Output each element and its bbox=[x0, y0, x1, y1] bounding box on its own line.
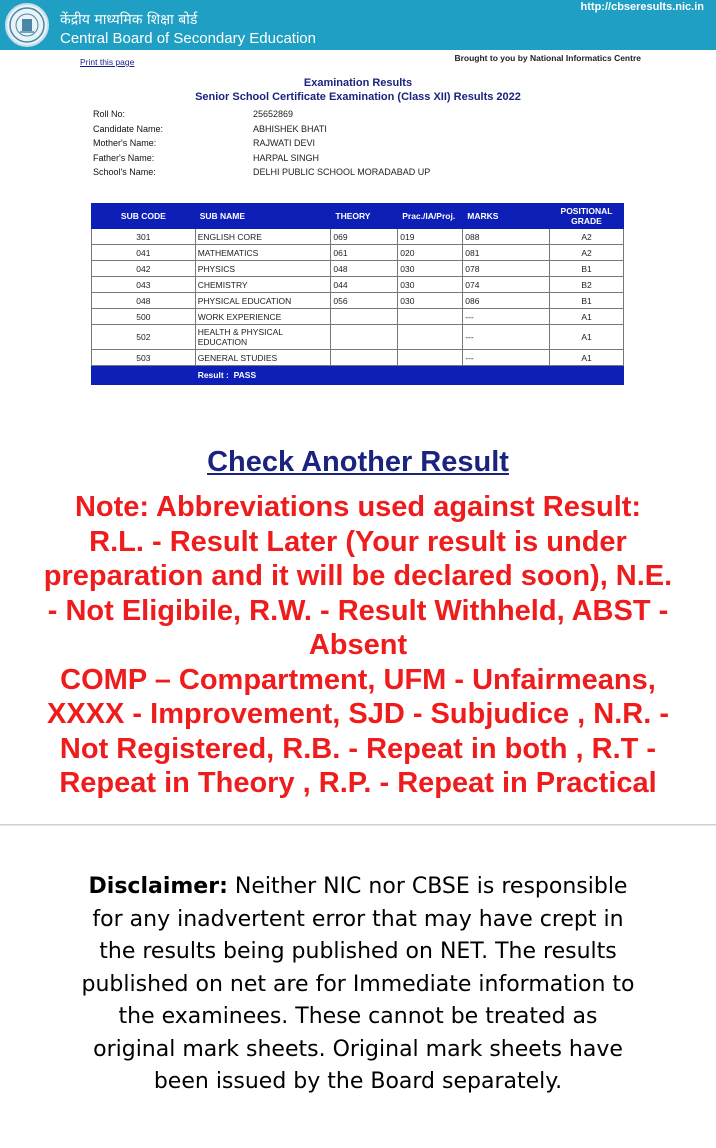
grade-cell: B1 bbox=[550, 261, 624, 277]
theory-cell: 069 bbox=[331, 229, 398, 245]
disclaimer-text: Neither NIC nor CBSE is responsible for any inadvertent error that may have crept in the results being published on NET. The results published on net are for Immediate information to the examinees. These cannot be treated as original mark sheets. Original mark sheets have been issued by the Board separately. bbox=[81, 874, 635, 1094]
note-line: Not Registered, R.B. - Repeat in both , R.T - bbox=[59, 732, 657, 765]
table-row bbox=[92, 325, 624, 350]
sub-code-cell: 043 bbox=[92, 277, 196, 293]
field-label: Roll No: bbox=[93, 109, 126, 119]
field-label: Father's Name: bbox=[93, 152, 155, 163]
brought-by-text: Brought to you by National Informatics Centre bbox=[454, 53, 641, 63]
divider bbox=[0, 824, 716, 826]
marks-cell: 074 bbox=[463, 277, 550, 293]
board-name: Central Board of Secondary Education bbox=[60, 30, 316, 47]
theory-cell: 056 bbox=[331, 293, 398, 309]
sub-name-cell: GENERAL STUDIES bbox=[195, 350, 331, 366]
prac-cell bbox=[398, 309, 463, 325]
col-header-marks: MARKS bbox=[463, 204, 550, 229]
sub-code-cell: 301 bbox=[92, 229, 196, 245]
sub-code-cell: 500 bbox=[92, 309, 196, 325]
marks-cell: 078 bbox=[463, 261, 550, 277]
table-row bbox=[92, 293, 624, 309]
theory-cell: 048 bbox=[331, 261, 398, 277]
prac-cell bbox=[398, 350, 463, 366]
theory-cell bbox=[331, 325, 398, 350]
col-header-prac: Prac./IA/Proj. bbox=[398, 204, 463, 229]
grade-cell: A2 bbox=[550, 229, 624, 245]
site-url[interactable]: http://cbseresults.nic.in bbox=[580, 1, 704, 13]
prac-cell: 030 bbox=[398, 277, 463, 293]
prac-cell: 019 bbox=[398, 229, 463, 245]
note-line: preparation and it will be declared soon), N.E. bbox=[43, 560, 673, 592]
theory-cell bbox=[331, 309, 398, 325]
marks-cell: 088 bbox=[463, 229, 550, 245]
table-row bbox=[92, 350, 624, 366]
sub-code-cell: 041 bbox=[92, 245, 196, 261]
field-value: DELHI PUBLIC SCHOOL MORADABAD UP bbox=[253, 167, 431, 177]
roll-no-row bbox=[93, 107, 430, 122]
note-line: COMP – Compartment, UFM - Unfairmeans, bbox=[60, 663, 656, 696]
grade-cell: A1 bbox=[550, 325, 624, 350]
disclaimer bbox=[80, 871, 636, 1099]
table-row bbox=[92, 229, 624, 245]
prac-cell bbox=[398, 325, 463, 350]
prac-cell: 030 bbox=[398, 261, 463, 277]
result-spacer bbox=[92, 366, 196, 385]
check-another-result-link[interactable]: Check Another Result bbox=[207, 446, 509, 478]
result-row bbox=[92, 366, 624, 385]
result-cell bbox=[195, 366, 623, 385]
col-header-grade: POSITIONAL GRADE bbox=[550, 204, 624, 229]
note-line: Repeat in Theory , R.P. - Repeat in Practical bbox=[59, 767, 657, 799]
field-value: ABHISHEK BHATI bbox=[253, 123, 327, 134]
marks-cell: --- bbox=[463, 325, 550, 350]
site-header bbox=[0, 0, 716, 50]
sub-name-cell: CHEMISTRY bbox=[195, 277, 331, 293]
marks-cell: --- bbox=[463, 350, 550, 366]
sub-name-cell: MATHEMATICS bbox=[195, 245, 331, 261]
note-line: R.L. - Result Later (Your result is under bbox=[89, 525, 627, 558]
field-value: 25652869 bbox=[253, 109, 294, 119]
result-label: Result : bbox=[197, 370, 229, 380]
disclaimer-label: Disclaimer: bbox=[88, 874, 228, 899]
marks-table bbox=[91, 203, 624, 385]
cbse-logo-icon bbox=[5, 3, 49, 47]
field-label: Candidate Name: bbox=[93, 123, 164, 134]
note-line: Absent bbox=[308, 629, 408, 661]
prac-cell: 020 bbox=[398, 245, 463, 261]
note-line: Note: Abbreviations used against Result: bbox=[74, 491, 642, 523]
marks-cell: 086 bbox=[463, 293, 550, 309]
exam-title: Examination Results bbox=[303, 77, 413, 89]
grade-cell: A1 bbox=[550, 350, 624, 366]
grade-cell: B1 bbox=[550, 293, 624, 309]
school-name-row bbox=[93, 165, 430, 180]
theory-cell bbox=[331, 350, 398, 366]
field-value: RAJWATI DEVI bbox=[253, 138, 316, 148]
print-page-link[interactable]: Print this page bbox=[80, 57, 135, 67]
sub-code-cell: 502 bbox=[92, 325, 196, 350]
note-line: XXXX - Improvement, SJD - Subjudice , N.R. - bbox=[47, 698, 669, 730]
grade-cell: A1 bbox=[550, 309, 624, 325]
field-label: Mother's Name: bbox=[93, 138, 157, 148]
sub-code-cell: 048 bbox=[92, 293, 196, 309]
abbreviation-note bbox=[6, 490, 710, 801]
marks-cell: 081 bbox=[463, 245, 550, 261]
candidate-name-row bbox=[93, 122, 430, 137]
table-row bbox=[92, 277, 624, 293]
hindi-board-name: केंद्रीय माध्यमिक शिक्षा बोर्ड bbox=[60, 12, 198, 28]
sub-code-cell: 503 bbox=[92, 350, 196, 366]
sub-name-cell: PHYSICAL EDUCATION bbox=[195, 293, 331, 309]
sub-name-cell: HEALTH & PHYSICAL EDUCATION bbox=[195, 325, 331, 350]
sub-name-cell: PHYSICS bbox=[195, 261, 331, 277]
col-header-sub-name: SUB NAME bbox=[195, 204, 331, 229]
candidate-info bbox=[93, 107, 430, 180]
result-value: PASS bbox=[233, 370, 257, 380]
col-header-sub-code: SUB CODE bbox=[92, 204, 196, 229]
mother-name-row bbox=[93, 136, 430, 151]
field-label: School's Name: bbox=[93, 167, 156, 177]
sub-code-cell: 042 bbox=[92, 261, 196, 277]
table-row bbox=[92, 261, 624, 277]
grade-cell: B2 bbox=[550, 277, 624, 293]
table-row bbox=[92, 245, 624, 261]
field-value: HARPAL SINGH bbox=[253, 152, 320, 163]
theory-cell: 061 bbox=[331, 245, 398, 261]
exam-subtitle: Senior School Certificate Examination (Class XII) Results 2022 bbox=[195, 91, 521, 103]
sub-name-cell: WORK EXPERIENCE bbox=[195, 309, 331, 325]
prac-cell: 030 bbox=[398, 293, 463, 309]
note-line: - Not Eligibile, R.W. - Result Withheld, ABST - bbox=[47, 594, 669, 627]
father-name-row bbox=[93, 151, 430, 166]
table-row bbox=[92, 309, 624, 325]
col-header-theory: THEORY bbox=[331, 204, 398, 229]
grade-cell: A2 bbox=[550, 245, 624, 261]
theory-cell: 044 bbox=[331, 277, 398, 293]
marks-cell: --- bbox=[463, 309, 550, 325]
sub-name-cell: ENGLISH CORE bbox=[195, 229, 331, 245]
table-header-row bbox=[92, 204, 624, 229]
